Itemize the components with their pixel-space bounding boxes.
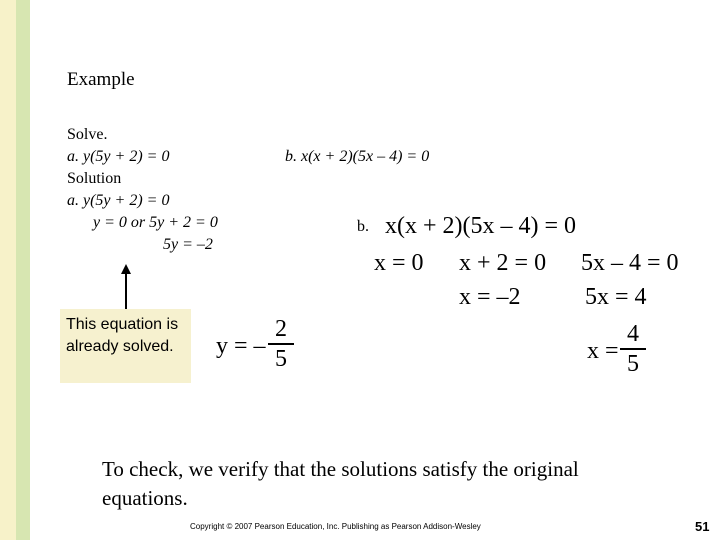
fraction-x-denominator: 5 xyxy=(627,350,639,377)
fraction-x-lhs: x = xyxy=(587,338,619,364)
fraction-x-numerator: 4 xyxy=(627,321,639,347)
problem-b: b. x(x + 2)(5x – 4) = 0 xyxy=(285,148,430,165)
solution-label: Solution xyxy=(67,170,122,187)
solution-b-root2: x = –2 xyxy=(459,284,521,310)
solution-a-line2: y = 0 or 5y + 2 = 0 xyxy=(93,214,218,231)
page-number: 51 xyxy=(695,519,710,534)
solution-b-label: b. xyxy=(357,218,369,235)
check-text: To check, we verify that the solutions satisfy the original equations. xyxy=(102,457,579,510)
fraction-y-denominator: 5 xyxy=(275,345,287,372)
solution-b-factor3: 5x – 4 = 0 xyxy=(581,250,679,276)
left-accent-bar xyxy=(0,0,16,540)
solution-a-line1: a. y(5y + 2) = 0 xyxy=(67,192,170,209)
note-callout: This equation is already solved. xyxy=(60,309,191,383)
solution-b-factor2: x + 2 = 0 xyxy=(459,250,547,276)
solution-b-equation: x(x + 2)(5x – 4) = 0 xyxy=(385,213,577,239)
solution-a-line3: 5y = –2 xyxy=(163,236,213,253)
problem-a: a. y(5y + 2) = 0 xyxy=(67,148,170,165)
copyright-footer: Copyright © 2007 Pearson Education, Inc. Publishing as Pearson Addison-Wesley xyxy=(190,522,481,531)
slide-title: Example xyxy=(67,69,135,90)
arrow-up-icon xyxy=(118,264,134,310)
fraction-y xyxy=(268,315,294,373)
left-accent-bar-inner xyxy=(16,0,30,540)
solution-b-factor1: x = 0 xyxy=(374,250,424,276)
fraction-x xyxy=(620,320,646,378)
fraction-y-numerator: 2 xyxy=(275,316,287,342)
solve-label: Solve. xyxy=(67,126,108,143)
solution-b-step3: 5x = 4 xyxy=(585,284,647,310)
fraction-y-lhs: y = – xyxy=(216,333,266,359)
